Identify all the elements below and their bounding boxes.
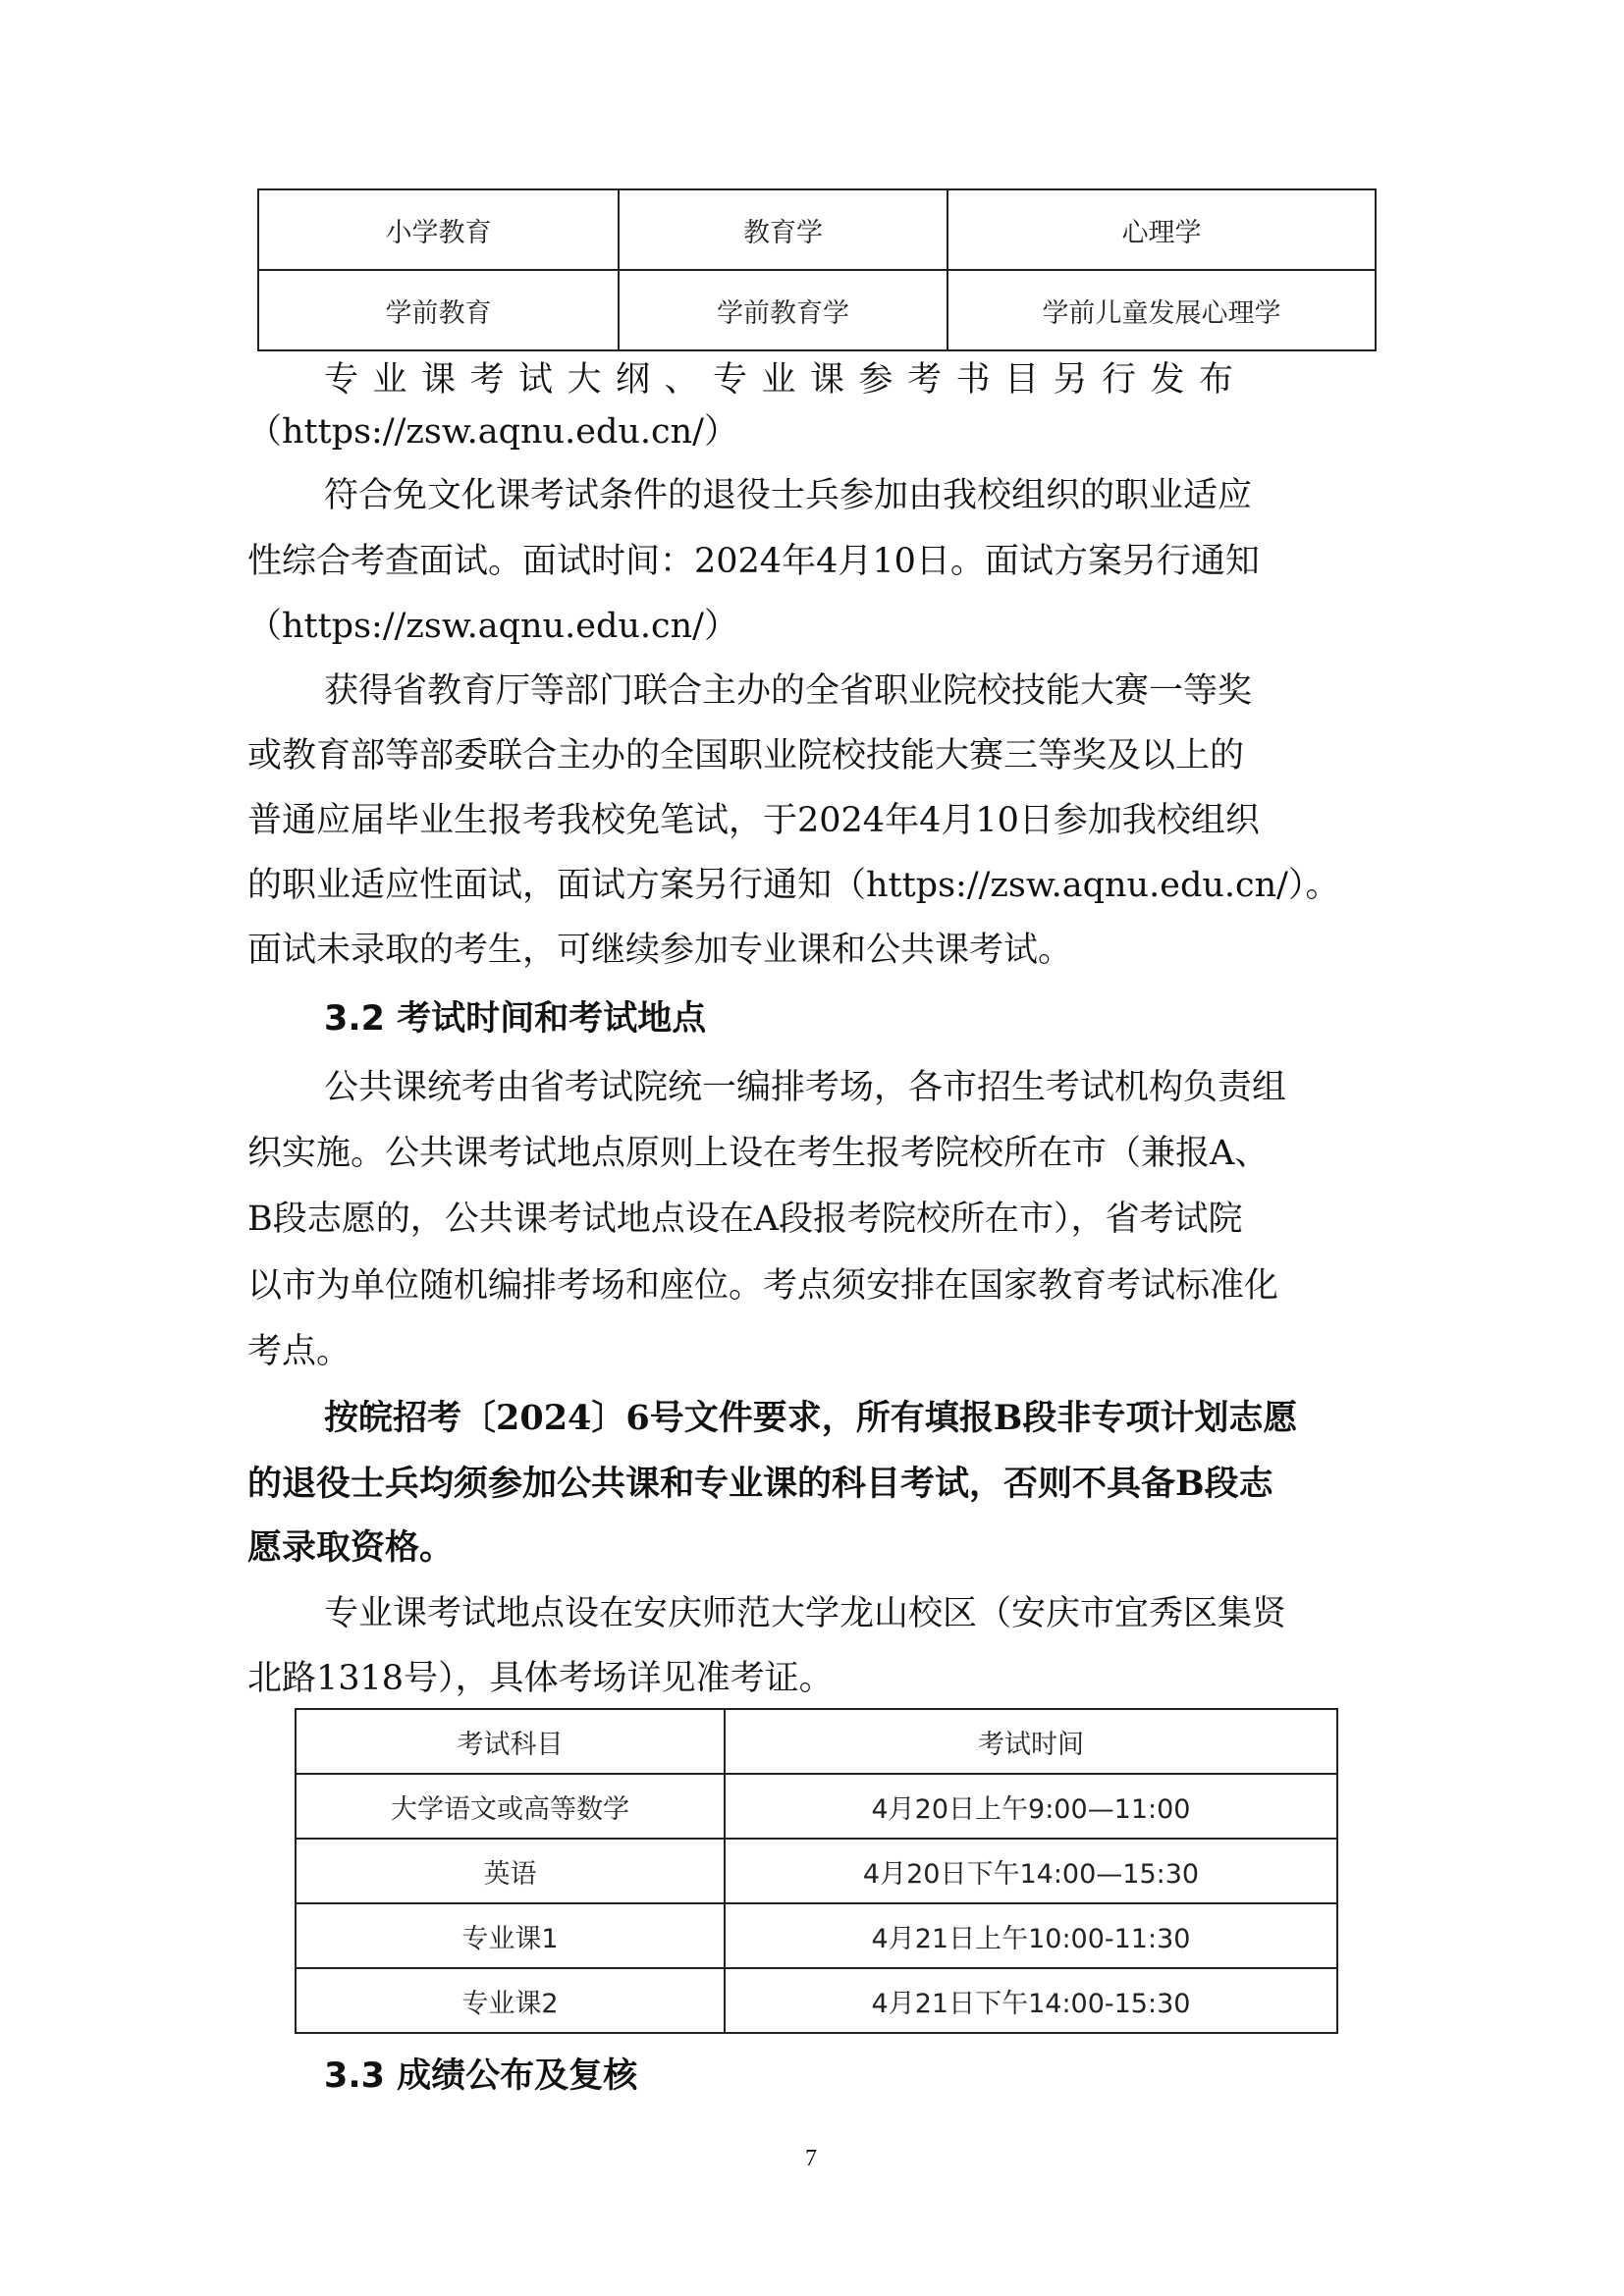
table-row — [258, 189, 1376, 270]
table-cell: 大学语文或高等数学 — [296, 1774, 725, 1839]
table-row — [296, 1839, 1337, 1903]
paragraph-line-bold: 按皖招考〔2024〕6号文件要求，所有填报B段非专项计划志愿 — [324, 1398, 1298, 1438]
exam-schedule-table — [295, 1708, 1338, 2034]
table-cell: 学前教育学 — [619, 270, 947, 350]
paragraph-line: 性综合考查面试。面试时间：2024年4月10日。面试方案另行通知 — [247, 542, 1260, 581]
paragraph-line-bold: 愿录取资格。 — [247, 1527, 455, 1568]
table-cell: 学前教育 — [258, 270, 619, 350]
paragraph-line: 考点。 — [247, 1332, 352, 1371]
paragraph-line: B段志愿的，公共课考试地点设在A段报考院校所在市），省考试院 — [247, 1200, 1243, 1239]
table-cell: 学前儿童发展心理学 — [947, 270, 1376, 350]
paragraph-line: 专业课考试地点设在安庆师范大学龙山校区（安庆市宜秀区集贤 — [324, 1594, 1287, 1633]
paragraph-line: 获得省教育厅等部门联合主办的全省职业院校技能大赛一等奖 — [324, 671, 1253, 711]
subjects-table — [257, 188, 1377, 351]
page-number: 7 — [805, 2146, 817, 2171]
table-cell: 小学教育 — [258, 189, 619, 270]
table-row — [296, 1774, 1337, 1839]
paragraph-line: 专业课考试大纲、专业课参考书目另行发布 — [324, 360, 1248, 400]
section-heading-3-2: 3.2 考试时间和考试地点 — [324, 999, 707, 1039]
table-cell: 专业课1 — [296, 1903, 725, 1968]
paragraph-line: 以市为单位随机编排考场和座位。考点须安排在国家教育考试标准化 — [247, 1266, 1279, 1306]
paragraph-line: 或教育部等部委联合主办的全国职业院校技能大赛三等奖及以上的 — [247, 736, 1245, 775]
paragraph-line-bold: 的退役士兵均须参加公共课和专业课的科目考试，否则不具备B段志 — [247, 1464, 1273, 1504]
table-header-row — [296, 1709, 1337, 1774]
paragraph-line: 普通应届毕业生报考我校免笔试，于2024年4月10日参加我校组织 — [247, 801, 1260, 840]
paragraph-line: 织实施。公共课考试地点原则上设在考生报考院校所在市（兼报A、 — [247, 1134, 1270, 1173]
table-cell: 心理学 — [947, 189, 1376, 270]
table-row — [258, 270, 1376, 350]
table-cell: 4月21日下午14:00-15:30 — [725, 1968, 1337, 2033]
url-link[interactable]: （https://zsw.aqnu.edu.cn/） — [247, 412, 738, 452]
paragraph-line: 公共课统考由省考试院统一编排考场，各市招生考试机构负责组 — [324, 1068, 1287, 1107]
table-cell: 4月21日上午10:00-11:30 — [725, 1903, 1337, 1968]
paragraph-line: 北路1318号），具体考场详见准考证。 — [247, 1659, 834, 1698]
section-heading-3-3: 3.3 成绩公布及复核 — [324, 2056, 638, 2096]
table-row — [296, 1903, 1337, 1968]
table-row — [296, 1968, 1337, 2033]
paragraph-line: 符合免文化课考试条件的退役士兵参加由我校组织的职业适应 — [324, 476, 1253, 515]
paragraph-line: 的职业适应性面试，面试方案另行通知（https://zsw.aqnu.edu.cn/）。 — [247, 866, 1340, 905]
table-cell: 专业课2 — [296, 1968, 725, 2033]
table-cell: 教育学 — [619, 189, 947, 270]
column-header-subject: 考试科目 — [296, 1709, 725, 1774]
table-cell: 4月20日下午14:00—15:30 — [725, 1839, 1337, 1903]
paragraph-line: 面试未录取的考生，可继续参加专业课和公共课考试。 — [247, 931, 1073, 970]
url-link[interactable]: （https://zsw.aqnu.edu.cn/） — [247, 607, 738, 646]
table-cell: 4月20日上午9:00—11:00 — [725, 1774, 1337, 1839]
column-header-time: 考试时间 — [725, 1709, 1337, 1774]
table-cell: 英语 — [296, 1839, 725, 1903]
